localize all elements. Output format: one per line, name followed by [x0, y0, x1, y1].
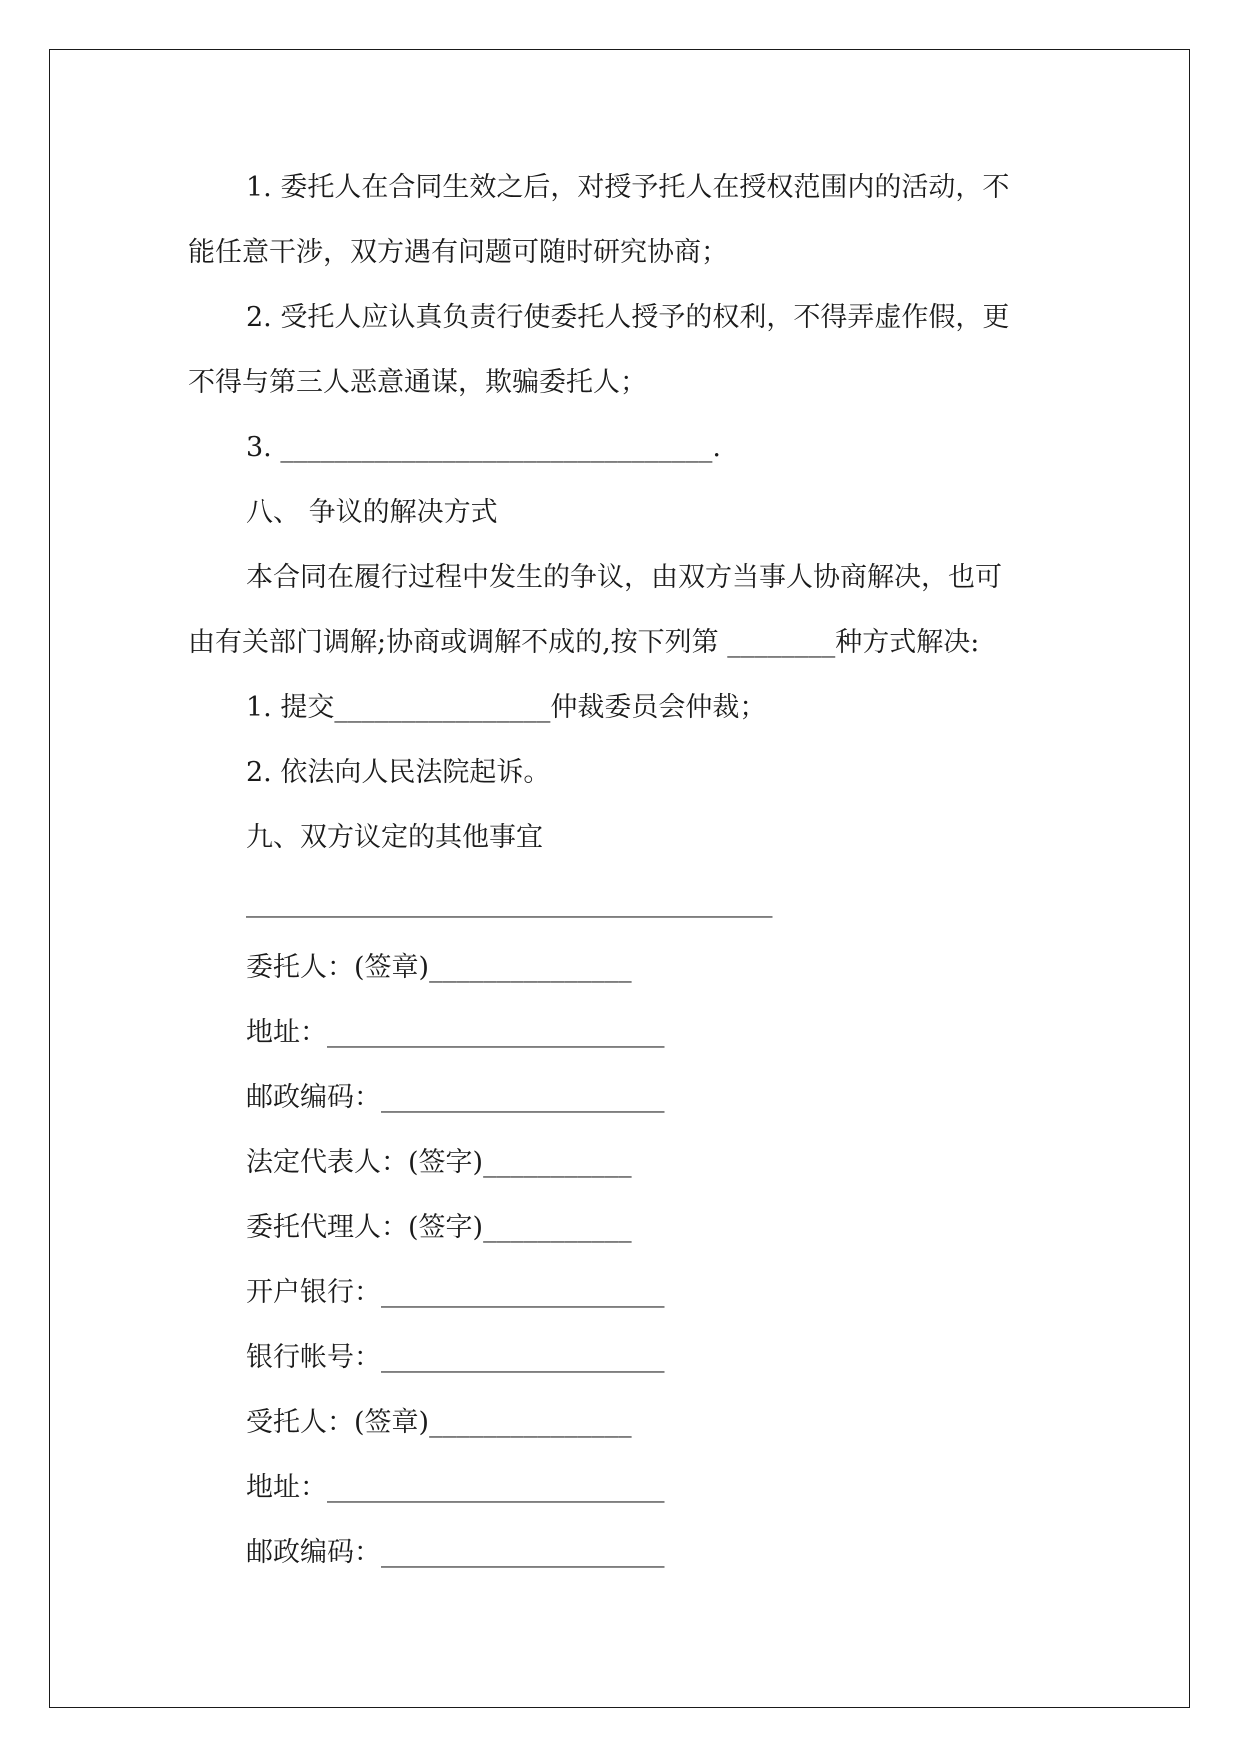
trustee-postcode-field: 邮政编码：_____________________	[246, 1537, 665, 1568]
section-8-heading: 八、 争议的解决方式	[246, 497, 498, 528]
legal-representative-field: 法定代表人：(签字)___________	[246, 1147, 632, 1178]
section-8-option-1: 1. 提交________________仲裁委员会仲裁；	[246, 692, 767, 723]
trustee-address-field: 地址：_________________________	[246, 1472, 665, 1503]
clause-7-3-blank: 3. ________________________________.	[246, 432, 721, 463]
section-8-text-line-2: 由有关部门调解;协商或调解不成的,按下列第 ________种方式解决:	[188, 627, 980, 658]
clause-7-2-line-1: 2. 受托人应认真负责行使委托人授予的权利，不得弄虚作假，更	[246, 302, 1010, 333]
clause-7-1-line-1: 1. 委托人在合同生效之后，对授予托人在授权范围内的活动，不	[246, 172, 1010, 203]
clause-7-2-line-2: 不得与第三人恶意通谋，欺骗委托人；	[188, 367, 647, 398]
section-9-blank-line: _______________________________________	[246, 887, 773, 918]
section-9-heading: 九、双方议定的其他事宜	[246, 822, 543, 853]
trustee-signature-field: 受托人：(签章)_______________	[246, 1407, 632, 1438]
clause-7-1-line-2: 能任意干涉，双方遇有问题可随时研究协商；	[188, 237, 728, 268]
bank-account-field: 银行帐号：_____________________	[246, 1342, 665, 1373]
principal-postcode-field: 邮政编码：_____________________	[246, 1082, 665, 1113]
authorized-agent-field: 委托代理人：(签字)___________	[246, 1212, 632, 1243]
document-body	[188, 155, 1058, 1585]
section-8-option-2: 2. 依法向人民法院起诉。	[246, 757, 551, 788]
section-8-text-line-1: 本合同在履行过程中发生的争议，由双方当事人协商解决，也可	[246, 562, 1002, 593]
principal-address-field: 地址：_________________________	[246, 1017, 665, 1048]
principal-signature-field: 委托人：(签章)_______________	[246, 952, 632, 983]
bank-name-field: 开户银行：_____________________	[246, 1277, 665, 1308]
